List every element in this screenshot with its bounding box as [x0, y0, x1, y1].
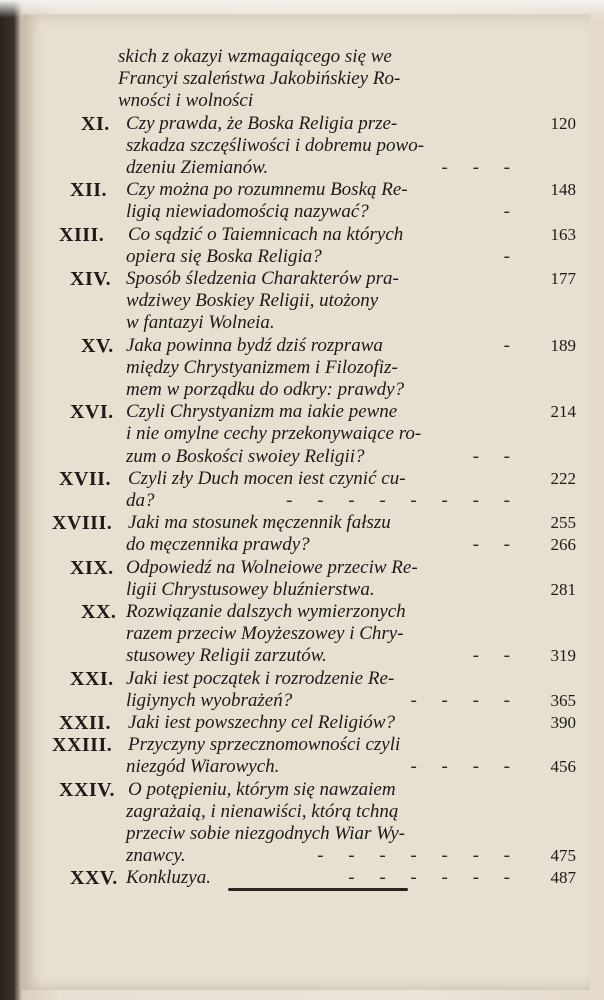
page-number: 222 [550, 468, 576, 488]
leader-dashes: - - - - - - - - [286, 490, 520, 511]
page-number: 163 [550, 224, 576, 244]
chapter-title-text: do męczennika prawdy? [126, 534, 310, 556]
chapter-title-text: mem w porządku do odkry: prawdy? [126, 379, 405, 400]
page-number: 120 [550, 113, 576, 133]
chapter-title-text: Rozwiązanie dalszych wymierzonych [126, 601, 406, 622]
chapter-title-text: skich z okazyi wzmagaiącego się we [118, 46, 392, 67]
chapter-title-text: Czy prawda, że Boska Religia prze- [126, 112, 398, 134]
chapter-number: XXII. [59, 712, 111, 734]
chapter-number: XIX. [70, 556, 114, 579]
chapter-title-text: ligiynych wyobrażeń? [126, 689, 293, 711]
page-number: 148 [550, 180, 576, 200]
page-number: 266 [550, 535, 576, 555]
page-number: 487 [550, 868, 576, 888]
chapter-number: XIV. [70, 268, 112, 290]
chapter-title-text: Co sądzić o Taiemnicach na których [128, 223, 404, 245]
chapter-title-text: Odpowiedź na Wolneiowe przeciw Re- [126, 556, 418, 578]
chapter-title-text: Jaka powinna bydź dziś rozprawa [126, 334, 383, 356]
chapter-number: XVII. [59, 467, 111, 490]
page-number: 189 [550, 335, 576, 355]
chapter-title-text: dzeniu Ziemianów. [126, 157, 269, 178]
page-number: 365 [550, 690, 576, 710]
page-number: 456 [550, 757, 576, 777]
chapter-title-text: szkadza szczęśliwości i dobremu powo- [126, 134, 425, 156]
chapter-title-text: O potępieniu, którym się nawzaiem [128, 778, 396, 800]
chapter-title-text: Czy można po rozumnemu Boską Re- [126, 179, 408, 201]
chapter-number: XVI. [70, 401, 114, 424]
leader-dashes: - - [472, 534, 520, 556]
page-number: 475 [550, 846, 576, 866]
chapter-number: XV. [81, 334, 114, 357]
leader-dashes: - - - - [410, 689, 520, 711]
page-number: 390 [550, 713, 576, 732]
leader-dashes: - [503, 245, 520, 267]
chapter-title-text: Francyi szaleństwa Jakobińskiey Ro- [118, 68, 401, 90]
chapter-number: XXI. [70, 667, 114, 690]
chapter-title-text: razem przeciw Moyżeszowey i Chry- [126, 623, 404, 645]
end-rule-divider [228, 888, 408, 891]
chapter-title-text: wdziwey Boskiey Religii, utożony [126, 290, 379, 312]
page-number: 319 [550, 646, 576, 666]
chapter-title-text: zum o Boskości swoiey Religii? [126, 445, 365, 467]
page-number: 214 [550, 402, 576, 422]
chapter-number: XXV. [70, 867, 118, 890]
chapter-title-text: Czyli Chrystyanizm ma iakie pewne [126, 401, 398, 423]
chapter-title-text: ligią niewiadomością nazywać? [126, 201, 369, 223]
chapter-title-text: w fantazyi Wolneia. [126, 312, 275, 334]
leader-dashes: - [503, 334, 520, 356]
chapter-title-text: Czyli zły Duch mocen iest czynić cu- [128, 467, 406, 489]
chapter-title-text: Sposób śledzenia Charakterów pra- [126, 268, 399, 289]
chapter-title-text: niezgód Wiarowych. [126, 756, 280, 778]
leader-dashes: - - - [441, 157, 520, 178]
leader-dashes: - [503, 201, 520, 223]
chapter-title-text: Jaki iest powszechny cel Religiów? [128, 712, 395, 733]
chapter-number: XIII. [59, 223, 105, 246]
chapter-title-text: ligii Chrystusowey bluźnierstwa. [126, 578, 375, 600]
chapter-number: XXIV. [59, 778, 116, 801]
book-page [22, 14, 590, 990]
chapter-number: XX. [81, 601, 117, 623]
chapter-title-text: Konkluzya. [126, 867, 211, 889]
leader-dashes: - - - - [410, 756, 520, 778]
chapter-title-text: da? [126, 490, 155, 511]
chapter-title-text: opiera się Boska Religia? [126, 245, 322, 267]
chapter-number: XVIII. [52, 512, 113, 535]
page-number: 255 [550, 513, 576, 533]
chapter-title-text: stusowey Religii zarzutów. [126, 645, 327, 667]
chapter-title-text: znawcy. [126, 845, 186, 867]
chapter-title-text: Jaki ma stosunek męczennik fałszu [128, 512, 391, 534]
leader-dashes: - - - - - - - [317, 845, 520, 867]
chapter-title-text: i nie omylne cechy przekonywaiące ro- [126, 423, 422, 445]
chapter-number: XI. [81, 112, 110, 135]
page-number: 177 [550, 269, 576, 288]
table-of-contents [22, 14, 590, 990]
chapter-title-text: przeciw sobie niezgodnych Wiar Wy- [126, 823, 405, 844]
page-number: 281 [550, 579, 576, 599]
chapter-title-text: wności i wolności [118, 90, 254, 112]
leader-dashes: - - - - - - [348, 867, 520, 889]
chapter-title-text: Jaki iest początek i rozrodzenie Re- [126, 667, 395, 689]
chapter-title-text: zagrażaią, i nienawiści, którą tchną [126, 800, 399, 822]
leader-dashes: - - [472, 445, 520, 467]
chapter-number: XII. [70, 179, 108, 202]
chapter-title-text: Przyczyny sprzecznomowności czyli [128, 734, 401, 756]
chapter-number: XXIII. [52, 734, 113, 757]
leader-dashes: - - [472, 645, 520, 667]
chapter-title-text: między Chrystyanizmem i Filozofiz- [126, 356, 398, 378]
